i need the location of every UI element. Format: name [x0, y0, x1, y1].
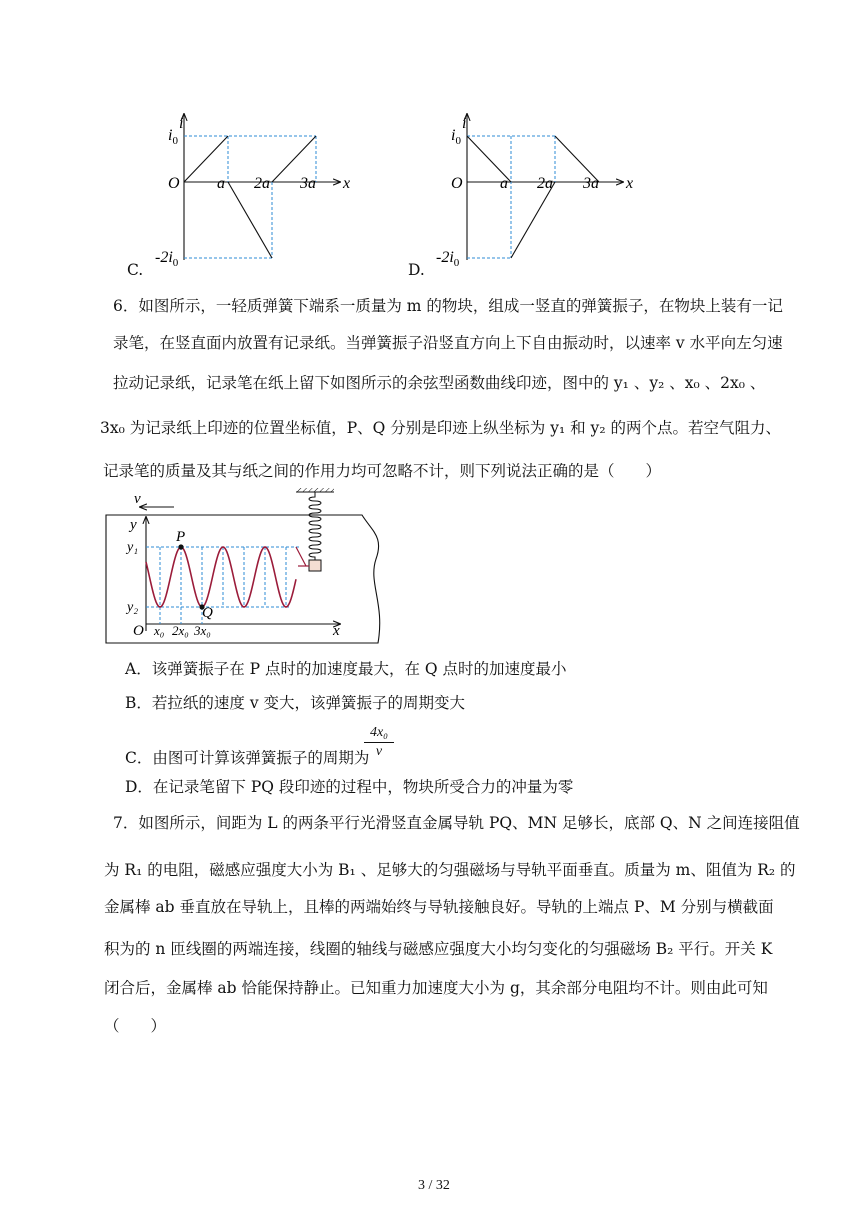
q6-line-3: 拉动记录纸，记录笔在纸上留下如图所示的余弦型函数曲线印迹，图中的 y₁ 、y₂ 、x₀ 、2x₀ 、: [113, 374, 766, 392]
q6-option-d: D．在记录笔留下 PQ 段印迹的过程中，物块所受合力的冲量为零: [125, 778, 574, 796]
q6-option-c: C．由图可计算该弹簧振子的周期为: [125, 749, 370, 767]
tick-3x0: 3x₀: [194, 623, 211, 638]
x-axis-label: x: [343, 175, 351, 192]
origin-label: O: [133, 623, 144, 639]
tick-a: a: [217, 175, 225, 192]
q6-option-b: B．若拉纸的速度 v 变大，该弹簧振子的周期变大: [125, 694, 466, 712]
option-c-label: C.: [127, 261, 144, 279]
y-axis-label: i: [462, 115, 467, 132]
period-fraction: [364, 724, 394, 761]
ceiling-hatch: [296, 488, 334, 492]
y-axis-label: y: [130, 517, 137, 533]
fraction-numerator: 4x₀: [364, 724, 394, 743]
spring: [309, 492, 321, 560]
tick-a: a: [500, 175, 508, 192]
tick-x0: x₀: [154, 623, 165, 638]
option-d-label: D.: [408, 261, 425, 279]
q7-line-2: 为 R₁ 的电阻，磁感应强度大小为 B₁ 、足够大的匀强磁场与导轨平面垂直。质量为 m、阻值为 R₂ 的: [104, 861, 796, 879]
q6-line-5: 记录笔的质量及其与纸之间的作用力均可忽略不计，则下列说法正确的是（ ）: [103, 462, 662, 480]
q6-line-2: 录笔，在竖直面内放置有记录纸。当弹簧振子沿竖直方向上下自由振动时，以速率 v 水平向左匀速: [113, 334, 783, 352]
q7-line-3: 金属棒 ab 垂直放在导轨上，且棒的两端始终与导轨接触良好。导轨的上端点 P、M 分别与横截面: [104, 898, 774, 916]
tick-2a: 2a: [254, 175, 270, 192]
tick-2x0: 2x₀: [172, 623, 189, 638]
guide-lines: [467, 136, 555, 258]
page-number: 3 / 32: [418, 1178, 450, 1193]
block: [309, 560, 321, 571]
x-axis-label: x: [626, 175, 634, 192]
q7-line-1: 7．如图所示，间距为 L 的两条平行光滑竖直金属导轨 PQ、MN 足够长，底部 Q、N 之间连接阻值: [113, 814, 800, 832]
current-plot: [467, 136, 599, 258]
q6-line-4: 3x₀ 为记录纸上印迹的位置坐标值，P、Q 分别是印迹上纵坐标为 y₁ 和 y₂ 的两个点。若空气阻力、: [100, 419, 781, 437]
q7-line-4: 积为的 n 匝线圈的两端连接，线圈的轴线与磁感应强度大小均匀变化的匀强磁场 B₂ 平行。开关 K: [104, 940, 773, 958]
tick-3a: 3a: [583, 175, 599, 192]
i0-label: $i_0$: [451, 127, 461, 147]
origin-label: O: [168, 175, 180, 192]
tick-2a: 2a: [537, 175, 553, 192]
origin-label: O: [451, 175, 463, 192]
graph-d: [427, 108, 647, 273]
point-p: [178, 544, 183, 549]
graph-c: [150, 108, 370, 273]
q7-line-6: （ ）: [104, 1017, 167, 1035]
q7-line-5: 闭合后，金属棒 ab 恰能保持静止。已知重力加速度大小为 g，其余部分电阻均不计。则由此可知: [104, 979, 768, 997]
p-label: P: [176, 529, 186, 545]
x-axis-label: x: [333, 623, 340, 639]
spring-trace-figure: [100, 485, 400, 650]
q6-option-a: A．该弹簧振子在 P 点时的加速度最大，在 Q 点时的加速度最小: [125, 660, 567, 678]
current-plot: [184, 136, 316, 258]
trace-curve: [146, 547, 296, 607]
tick-3a: 3a: [300, 175, 316, 192]
q-label: Q: [202, 605, 213, 621]
y-axis-label: i: [179, 115, 184, 132]
neg-2i0-label: $-2i_0$: [436, 249, 460, 269]
velocity-label: v: [134, 491, 141, 507]
guide-lines: [184, 136, 316, 258]
y1-label: y₁: [127, 540, 139, 555]
i0-label: $i_0$: [168, 127, 178, 147]
fraction-denominator: v: [375, 744, 383, 759]
neg-2i0-label: $-2i_0$: [155, 249, 179, 269]
q6-line-1: 6．如图所示，一轻质弹簧下端系一质量为 m 的物块，组成一竖直的弹簧振子，在物块上装有一记: [113, 297, 783, 315]
y2-label: y₂: [127, 600, 139, 615]
